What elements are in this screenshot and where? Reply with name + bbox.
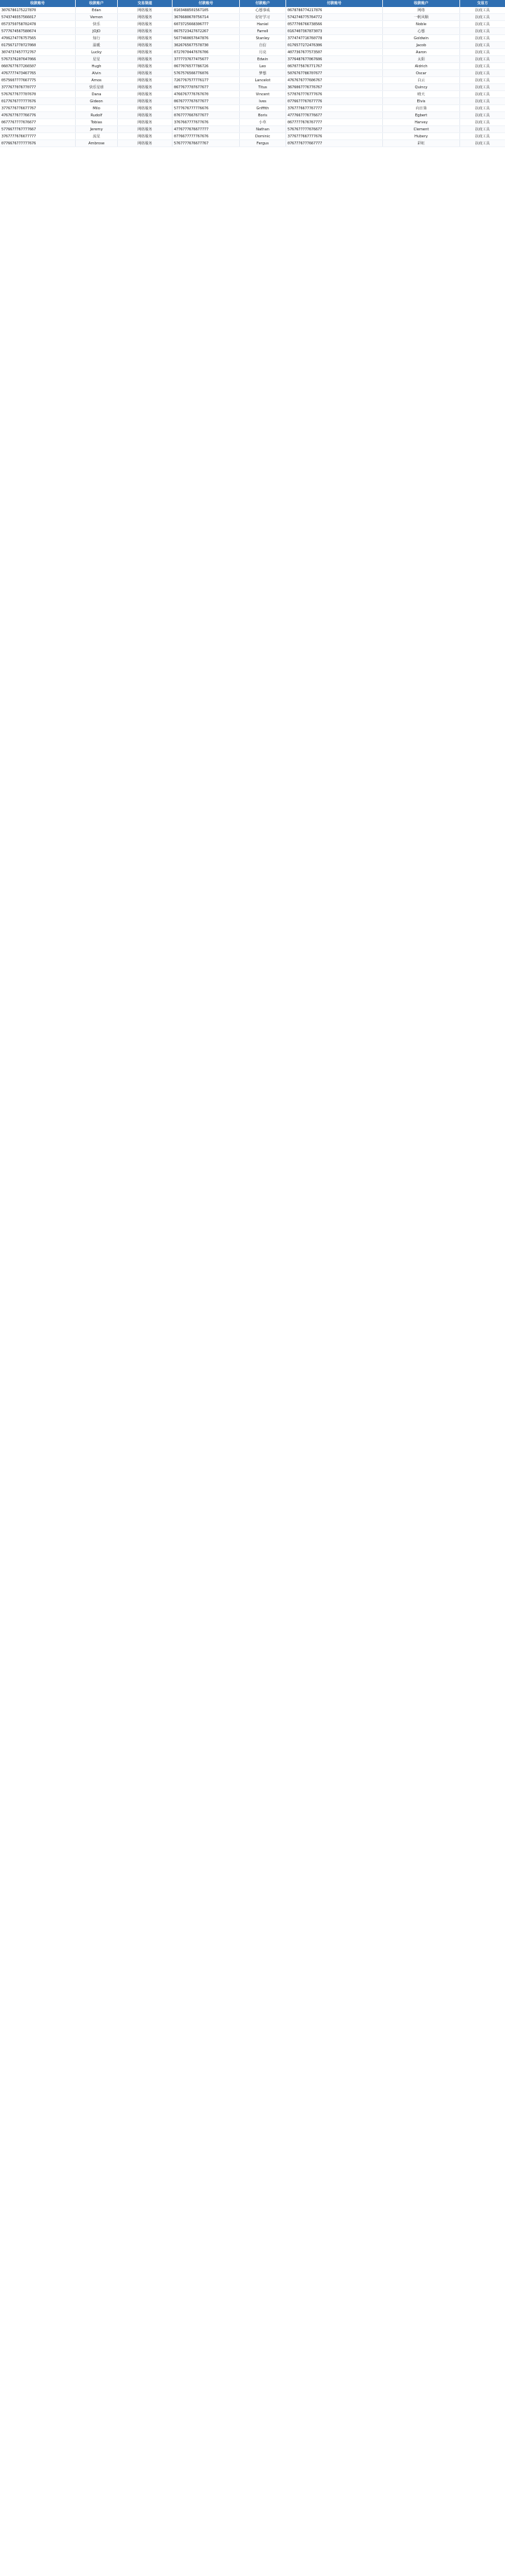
table-cell: 5767777676677767	[173, 140, 240, 146]
table-cell: 0577706766738566	[286, 21, 383, 27]
table-cell: 5777674567580674	[0, 28, 76, 34]
table-cell: 梦想	[240, 70, 286, 76]
table-row	[0, 7, 505, 14]
table-cell: Amos	[76, 77, 118, 83]
table-cell: 抗疫工具	[475, 22, 490, 27]
table-cell: 0103488501567105	[173, 7, 240, 13]
table-cell: 抗疫工具	[475, 142, 490, 146]
table-cell: Harvey	[383, 119, 460, 125]
table-cell: Jeremy	[76, 126, 118, 132]
table-cell: 星星	[76, 56, 118, 62]
table-cell: 抗疫工具	[475, 128, 490, 132]
table-cell: 0675723427672267	[173, 28, 240, 34]
table-cell: 5076767786707677	[286, 70, 383, 76]
table-row	[0, 98, 505, 105]
table-cell: 0607677677266507	[0, 63, 76, 69]
table-cell: 5742746775764772	[286, 14, 383, 20]
table-cell: 4766767776767670	[173, 91, 240, 97]
table-row	[0, 49, 505, 56]
table-cell: 网络服务	[118, 56, 173, 62]
table-cell: 4767676777606767	[286, 77, 383, 83]
table-cell: 网络服务	[118, 98, 173, 104]
table-cell: Tobias	[76, 119, 118, 125]
table-cell: 0175671770727060	[0, 42, 76, 48]
table-cell: 4706274776757565	[0, 35, 76, 41]
table-cell: 0677076577786726	[173, 63, 240, 69]
column-header[interactable]: 交易渠道	[118, 0, 173, 7]
table-cell: 7267767577776177	[173, 77, 240, 83]
table-cell: 抗疫工具	[475, 107, 490, 111]
table-cell: 5776677767777667	[0, 126, 76, 132]
table-cell: 抗疫工具	[475, 121, 490, 125]
table-cell: 5743740357566017	[0, 14, 76, 20]
table-cell: 抗疫工具	[475, 64, 490, 69]
table-cell: 抗疫工具	[475, 50, 490, 55]
table-cell: 6073725668306777	[173, 21, 240, 27]
table-cell: 0677767777676677	[0, 119, 76, 125]
table-row	[0, 133, 505, 140]
table-cell: Elvis	[383, 98, 460, 104]
table-cell: Quincy	[383, 84, 460, 90]
table-row	[0, 14, 505, 21]
table-row	[0, 84, 505, 91]
table-row	[0, 56, 505, 63]
table-cell: Titus	[240, 84, 286, 90]
table-cell: Boris	[240, 112, 286, 118]
table-cell: 网络服务	[118, 140, 173, 146]
table-cell: 3776777667777676	[286, 133, 383, 139]
table-cell: 5767677777676677	[286, 126, 383, 132]
table-cell: 网络服务	[118, 49, 173, 55]
table-cell: 心想	[383, 28, 460, 34]
table-cell: Fergus	[240, 140, 286, 146]
table-cell: Haniel	[240, 21, 286, 27]
table-cell: 0776677777767676	[173, 133, 240, 139]
table-cell: 5777676777776676	[173, 105, 240, 111]
table-cell: 0767776777667777	[286, 140, 383, 146]
column-header[interactable]: 付款账号	[286, 0, 383, 7]
table-cell: 网络服务	[118, 35, 173, 41]
table-row	[0, 140, 505, 147]
table-cell: JOJO	[76, 28, 118, 34]
table-cell: 温暖	[76, 42, 118, 48]
table-cell: 抗疫工具	[475, 29, 490, 34]
table-cell: 0767777667677677	[173, 112, 240, 118]
table-cell: 3776487677067606	[286, 56, 383, 62]
table-cell: 抗疫工具	[475, 36, 490, 41]
table-row	[0, 77, 505, 84]
table-cell: 抗疫工具	[475, 93, 490, 97]
table-cell: 小草	[240, 119, 286, 125]
table-cell: Edan	[76, 7, 118, 13]
table-cell: 快乐	[76, 21, 118, 27]
table-cell: 4777667776776677	[286, 112, 383, 118]
table-cell: Rudolf	[76, 112, 118, 118]
table-cell: Farrell	[240, 28, 286, 34]
table-cell: Dominic	[240, 133, 286, 139]
table-row	[0, 28, 505, 35]
table-cell: 网络服务	[118, 105, 173, 111]
table-cell: 白云	[383, 77, 460, 83]
table-cell: 抗疫工具	[475, 57, 490, 62]
table-cell: Goldwin	[383, 35, 460, 41]
table-row	[0, 105, 505, 112]
table-cell: Oscar	[383, 70, 460, 76]
table-cell: Hubery	[383, 133, 460, 139]
table-cell: 3074737457772767	[0, 49, 76, 55]
table-cell: 抗疫工具	[475, 8, 490, 13]
table-cell: Hugh	[76, 63, 118, 69]
table-cell: 网络服务	[118, 28, 173, 34]
table-cell: 5767376207647066	[0, 56, 76, 62]
table-cell: Noble	[383, 21, 460, 27]
table-row	[0, 70, 505, 77]
column-header[interactable]: 收款账户	[383, 0, 460, 7]
table-body	[0, 7, 505, 2576]
table-row	[0, 119, 505, 126]
table-cell: 网络服务	[118, 63, 173, 69]
table-cell: 0670775676771767	[286, 63, 383, 69]
table-cell: Milo	[76, 105, 118, 111]
table-cell: 3776776776677767	[0, 105, 76, 111]
table-row	[0, 35, 505, 42]
table-row	[0, 21, 505, 28]
column-header[interactable]: 交易方	[477, 1, 488, 6]
table-cell: Clement	[383, 126, 460, 132]
table-cell: Vincent	[240, 91, 286, 97]
table-cell: Dana	[76, 91, 118, 97]
table-cell: 3767777676677777	[0, 133, 76, 139]
table-cell: 网络服务	[118, 42, 173, 48]
table-cell: Griffith	[240, 105, 286, 111]
table-cell: 3076786175227870	[0, 7, 76, 13]
table-row	[0, 126, 505, 133]
table-cell: 0677677707677677	[173, 84, 240, 90]
table-cell: 5677460657647876	[173, 35, 240, 41]
table-cell: 月亮	[240, 49, 286, 55]
table-row	[0, 112, 505, 119]
table-cell: Leo	[240, 63, 286, 69]
table-cell: 0575607777667775	[0, 77, 76, 83]
table-cell: 网络服务	[118, 119, 173, 125]
table-cell: Lucky	[76, 49, 118, 55]
table-cell: 网络服务	[118, 126, 173, 132]
table-cell: 抗疫工具	[475, 100, 490, 104]
table-cell: 0676777767677677	[173, 98, 240, 104]
table-cell: 网络服务	[118, 84, 173, 90]
table-cell: 5770767776777676	[286, 91, 383, 97]
table-row	[0, 42, 505, 49]
table-cell: Stanley	[240, 35, 286, 41]
column-header[interactable]: 收款账号	[0, 0, 76, 7]
table-cell: 4776777676677777	[173, 126, 240, 132]
table-cell: 一帆风顺	[383, 14, 460, 20]
table-cell: 5767677677707670	[0, 91, 76, 97]
table-cell: 网络服务	[118, 112, 173, 118]
table-cell: 晴天	[383, 91, 460, 97]
table-cell: 0678786774217876	[286, 7, 383, 13]
table-cell: Ambrose	[76, 140, 118, 146]
table-cell: 抗疫工具	[475, 135, 490, 139]
table-cell: 3676680670756714	[173, 14, 240, 20]
table-cell: 太阳	[383, 56, 460, 62]
table-cell: 抗疫工具	[475, 85, 490, 90]
table-cell: 网络服务	[118, 77, 173, 83]
table-cell: 抗疫工具	[475, 114, 490, 118]
table-cell: 向日葵	[383, 105, 460, 111]
table-cell: 3767776677767777	[286, 105, 383, 111]
table-cell: 网络服务	[118, 70, 173, 76]
table-cell: Lancelot	[240, 77, 286, 83]
table-cell: 流星	[76, 133, 118, 139]
table-cell: 4077367677573507	[286, 49, 383, 55]
table-cell: 好好学习	[240, 14, 286, 20]
table-cell: Aaron	[383, 49, 460, 55]
table-cell: Egbert	[383, 112, 460, 118]
table-cell: 0573750758702478	[0, 21, 76, 27]
table-cell: 3767667777677676	[173, 119, 240, 125]
table-cell: 抗疫工具	[475, 78, 490, 83]
table-header	[0, 0, 505, 7]
table-cell: 心想事成	[240, 7, 286, 13]
table-cell: 自信	[240, 42, 286, 48]
table-cell: 3774747716760778	[286, 35, 383, 41]
table-cell: 4767777473467765	[0, 70, 76, 76]
table-cell: Edwin	[240, 56, 286, 62]
table-cell: 3676067776776767	[286, 84, 383, 90]
table-cell: Aldrich	[383, 63, 460, 69]
table-cell: 抗疫工具	[475, 15, 490, 20]
table-cell: 3777737677475677	[173, 56, 240, 62]
table-cell: 0167407367873073	[286, 28, 383, 34]
table-cell: 网络服务	[118, 133, 173, 139]
table-cell: 抗疫工具	[475, 43, 490, 48]
column-header[interactable]: 付款账号	[173, 0, 240, 7]
table-cell: 网络服务	[118, 7, 173, 13]
column-header[interactable]: 收款账户	[76, 0, 118, 7]
table-cell: 0776676777777676	[0, 140, 76, 146]
table-row	[0, 63, 505, 70]
table-cell: 0727070447676706	[173, 49, 240, 55]
table-cell: 0776677767677776	[286, 98, 383, 104]
table-cell: 网络	[383, 7, 460, 13]
table-cell: Nathan	[240, 126, 286, 132]
table-cell: 快乐星球	[76, 84, 118, 90]
table-cell: Alvin	[76, 70, 118, 76]
table-cell: 4767677677766776	[0, 112, 76, 118]
table-cell: 网络服务	[118, 91, 173, 97]
table-cell: 网络服务	[118, 14, 173, 20]
table-cell: Vernon	[76, 14, 118, 20]
table-cell: 0176577272476306	[286, 42, 383, 48]
table-cell: 5767576566776076	[173, 70, 240, 76]
table-row	[0, 91, 505, 98]
table-cell: 3026765677578730	[173, 42, 240, 48]
table-cell: 彩虹	[383, 140, 460, 146]
table-cell: Ives	[240, 98, 286, 104]
table-cell: 3777677076770777	[0, 84, 76, 90]
table-cell: Gideon	[76, 98, 118, 104]
table-cell: 网络服务	[118, 21, 173, 27]
table-cell: 知行	[76, 35, 118, 41]
table-cell: 0677777676767777	[286, 119, 383, 125]
column-header[interactable]: 付款账户	[240, 0, 286, 7]
table-cell: Jacob	[383, 42, 460, 48]
table-cell: 0177676777777676	[0, 98, 76, 104]
table-cell: 抗疫工具	[475, 71, 490, 76]
